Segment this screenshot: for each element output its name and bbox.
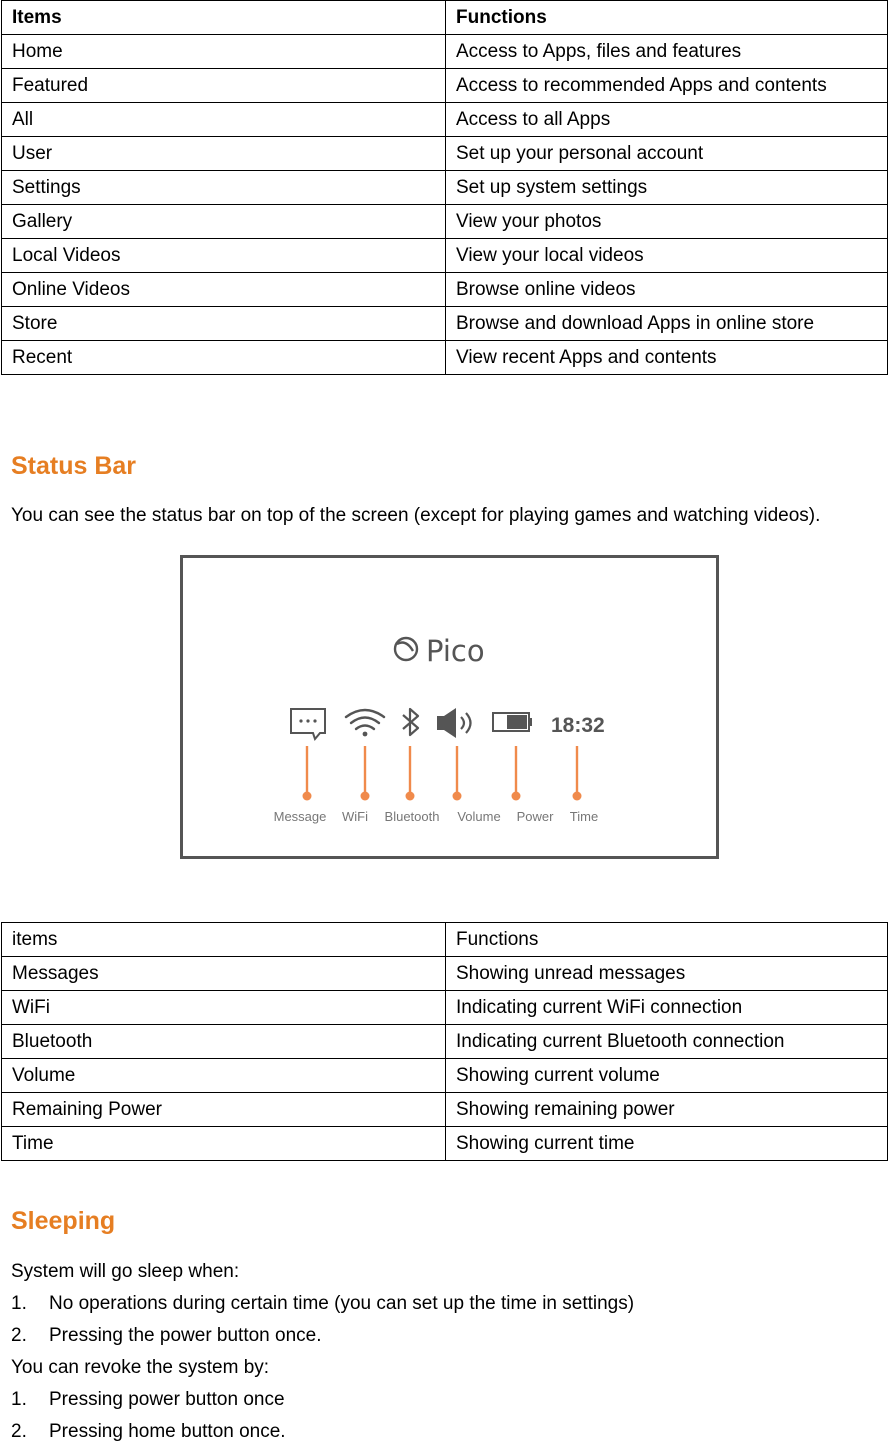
time-text: 18:32 [551, 714, 605, 737]
table-cell: User [2, 137, 446, 171]
table-cell: Indicating current Bluetooth connection [446, 1025, 888, 1059]
list-item [11, 1389, 286, 1421]
list-number: 2. [11, 1421, 27, 1442]
items-functions-table [1, 0, 888, 375]
table-row [2, 137, 888, 171]
table-cell: Showing remaining power [446, 1093, 888, 1127]
list-text: No operations during certain time (you can set up the time in settings) [49, 1293, 635, 1314]
status-bar-figure [180, 555, 719, 859]
table-cell: Showing current time [446, 1127, 888, 1161]
table-cell: Browse and download Apps in online store [446, 307, 888, 341]
table-row [2, 957, 888, 991]
pico-logo-text: Pico [426, 634, 485, 668]
table-cell: Showing current volume [446, 1059, 888, 1093]
table-row [2, 69, 888, 103]
list-text: Pressing power button once [49, 1389, 285, 1410]
figure-label-bluetooth: Bluetooth [384, 809, 440, 824]
status-bar-description: You can see the status bar on top of the screen (except for playing games and watching videos). [11, 505, 821, 526]
table-cell: Store [2, 307, 446, 341]
leader-dot [303, 792, 312, 801]
list-item [11, 1325, 634, 1357]
table-row [2, 205, 888, 239]
table-cell: Set up system settings [446, 171, 888, 205]
table-row [2, 103, 888, 137]
table-cell: Set up your personal account [446, 137, 888, 171]
table-cell: Settings [2, 171, 446, 205]
table-cell: WiFi [2, 991, 446, 1025]
figure-label-power: Power [516, 809, 554, 824]
table-header-cell: Items [2, 1, 446, 35]
table-row [2, 273, 888, 307]
table-cell: Time [2, 1127, 446, 1161]
leader-dot [453, 792, 462, 801]
table-cell: Indicating current WiFi connection [446, 991, 888, 1025]
table-cell: Featured [2, 69, 446, 103]
figure-label-message: Message [273, 809, 327, 824]
sleeping-intro: System will go sleep when: [11, 1261, 240, 1282]
figure-label-wifi: WiFi [342, 809, 368, 824]
list-number: 1. [11, 1389, 27, 1410]
table-row [2, 1025, 888, 1059]
list-item [11, 1293, 634, 1325]
table-cell: Local Videos [2, 239, 446, 273]
table-header-row [2, 923, 888, 957]
table-cell: View recent Apps and contents [446, 341, 888, 375]
table-cell: View your photos [446, 205, 888, 239]
list-text: Pressing the power button once. [49, 1325, 322, 1346]
figure-label-volume: Volume [457, 809, 501, 824]
status-bar-heading: Status Bar [11, 452, 137, 480]
revoke-intro: You can revoke the system by: [11, 1357, 270, 1378]
table-cell: Online Videos [2, 273, 446, 307]
table-cell: Access to recommended Apps and contents [446, 69, 888, 103]
table-row [2, 991, 888, 1025]
table-row [2, 1127, 888, 1161]
leader-dot [573, 792, 582, 801]
table-cell: All [2, 103, 446, 137]
figure-frame [182, 557, 718, 858]
table-header-cell: Functions [446, 1, 888, 35]
list-item [11, 1421, 286, 1453]
table-cell: Remaining Power [2, 1093, 446, 1127]
table-cell: Browse online videos [446, 273, 888, 307]
table-cell: Bluetooth [2, 1025, 446, 1059]
table-cell: Showing unread messages [446, 957, 888, 991]
table-row [2, 1059, 888, 1093]
table-header-cell: Functions [446, 923, 888, 957]
table-header-row [2, 1, 888, 35]
table-row [2, 35, 888, 69]
table-cell: Access to Apps, files and features [446, 35, 888, 69]
table-row [2, 307, 888, 341]
sleep-conditions-list [11, 1293, 634, 1357]
table-row [2, 239, 888, 273]
table-row [2, 341, 888, 375]
table-row [2, 1093, 888, 1127]
leader-dot [361, 792, 370, 801]
list-number: 1. [11, 1293, 27, 1314]
table-cell: Gallery [2, 205, 446, 239]
sleeping-heading: Sleeping [11, 1207, 116, 1235]
list-number: 2. [11, 1325, 27, 1346]
table-cell: Volume [2, 1059, 446, 1093]
list-text: Pressing home button once. [49, 1421, 286, 1442]
table-header-cell: items [2, 923, 446, 957]
table-cell: Messages [2, 957, 446, 991]
table-row [2, 171, 888, 205]
leader-dot [512, 792, 521, 801]
table-cell: Recent [2, 341, 446, 375]
table-cell: View your local videos [446, 239, 888, 273]
table-cell: Home [2, 35, 446, 69]
revoke-steps-list [11, 1389, 286, 1453]
status-items-table [1, 922, 888, 1161]
leader-dot [406, 792, 415, 801]
table-cell: Access to all Apps [446, 103, 888, 137]
figure-label-time: Time [569, 809, 599, 824]
